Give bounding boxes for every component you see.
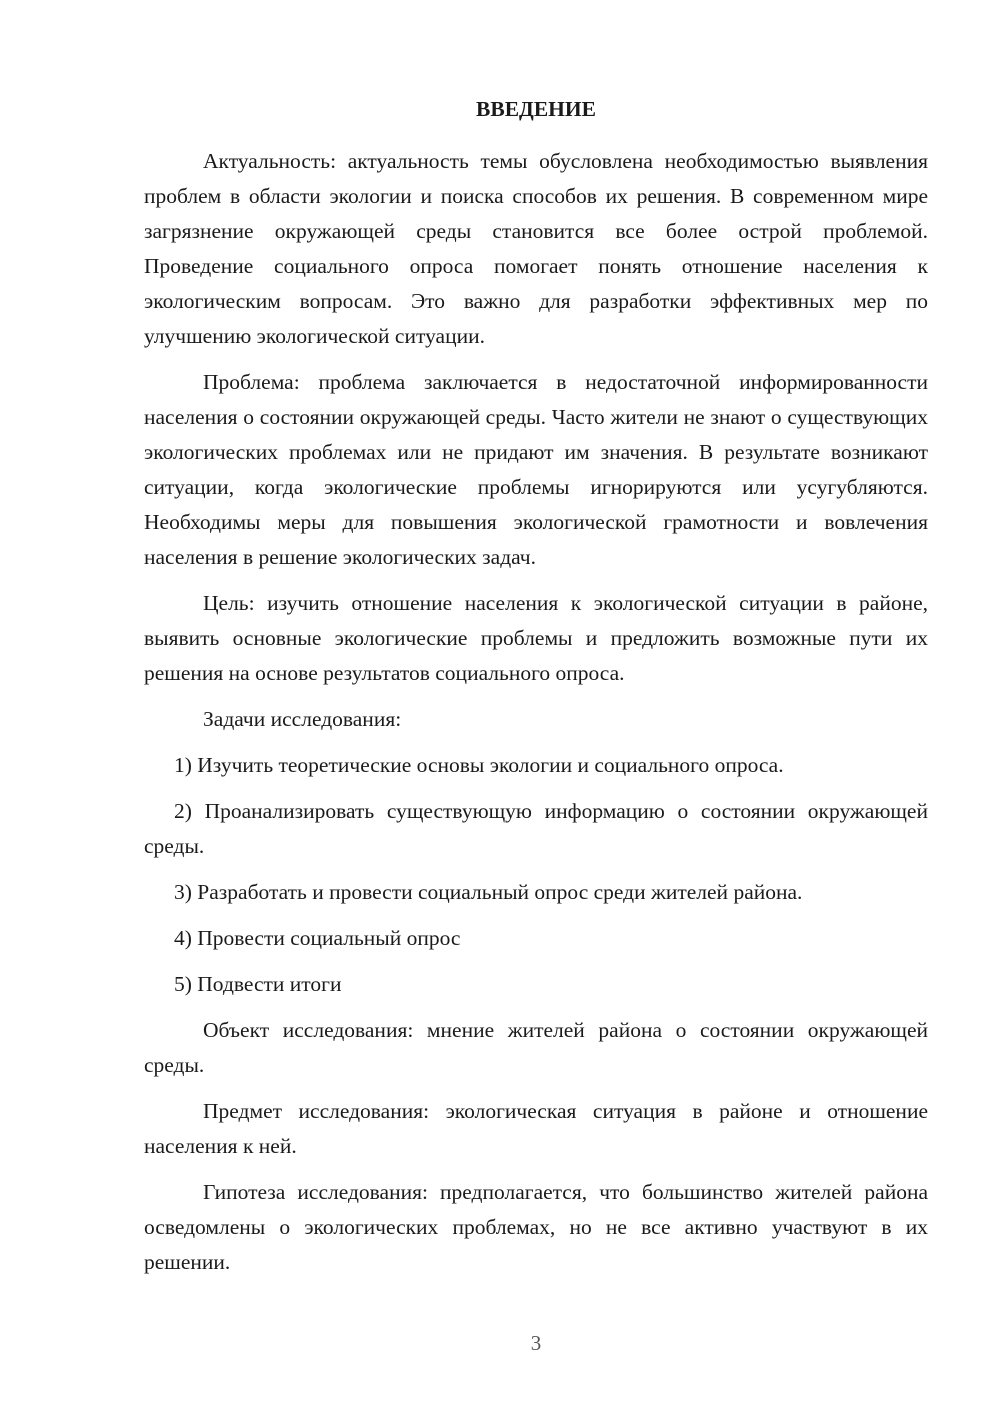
paragraph-subject: Предмет исследования: экологическая ситуация в районе и отношение населения к ней. xyxy=(144,1099,928,1158)
section-title: ВВЕДЕНИЕ xyxy=(476,97,596,121)
paragraph-hypothesis: Гипотеза исследования: предполагается, что большинство жителей района осведомлены о экологических проблемах, но не все активно участвуют в их решении. xyxy=(144,1180,928,1274)
list-item: 2) Проанализировать существующую информацию о состоянии окружающей среды. xyxy=(144,799,928,858)
paragraph-goal: Цель: изучить отношение населения к экологической ситуации в районе, выявить основные экологические проблемы и предложить возможные пути их решения на основе результатов социального опроса. xyxy=(144,591,928,685)
paragraph-problem: Проблема: проблема заключается в недостаточной информированности населения о состоянии окружающей среды. Часто жители не знают о существующих экологических проблемах или не придают им значения. В результате возникают ситуации, когда экологические проблемы игнорируются или усугубляются. Необходимы меры для повышения экологической грамотности и вовлечения населения в решение экологических задач. xyxy=(144,370,928,569)
document-page xyxy=(144,92,928,1291)
paragraph-tasks-heading: Задачи исследования: xyxy=(203,707,402,731)
tasks-list xyxy=(144,748,928,1002)
page-number: 3 xyxy=(530,1331,542,1355)
paragraph-relevance: Актуальность: актуальность темы обусловлена необходимостью выявления проблем в области экологии и поиска способов их решения. В современном мире загрязнение окружающей среды становится все более острой проблемой. Проведение социального опроса помогает понять отношение населения к экологическим вопросам. Это важно для разработки эффективных мер по улучшению экологической ситуации. xyxy=(144,149,928,348)
list-item: 1) Изучить теоретические основы экологии и социального опроса. xyxy=(174,753,784,777)
list-item: 4) Провести социальный опрос xyxy=(174,926,461,950)
list-item: 5) Подвести итоги xyxy=(174,972,342,996)
list-item: 3) Разработать и провести социальный опрос среди жителей района. xyxy=(174,880,803,904)
paragraph-object: Объект исследования: мнение жителей района о состоянии окружающей среды. xyxy=(144,1018,928,1077)
